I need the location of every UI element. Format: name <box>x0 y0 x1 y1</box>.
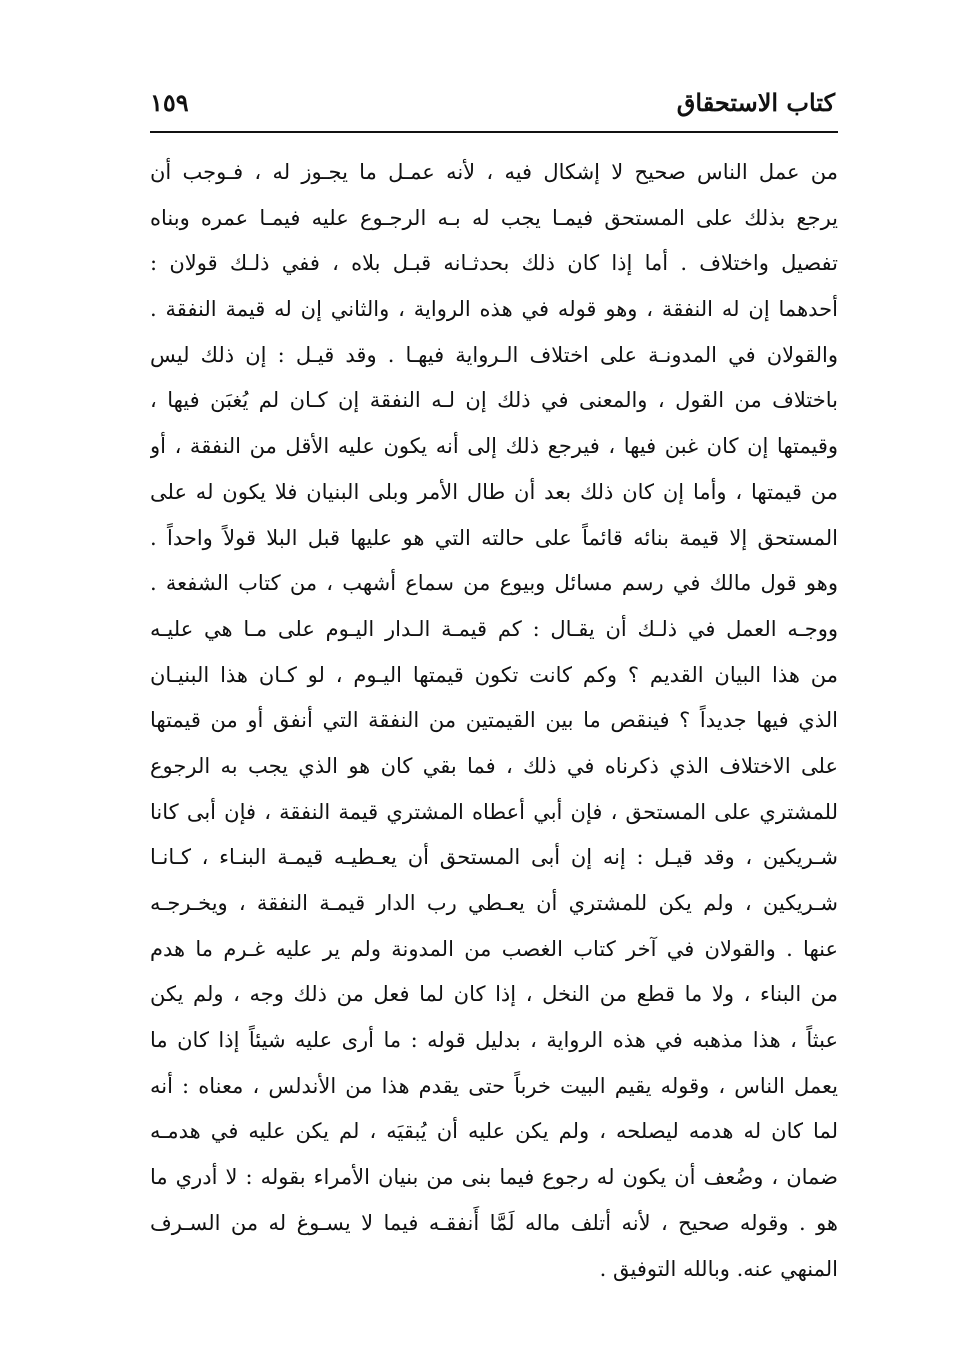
text-line: للمشتري على المستحق ، فإن أبي أعطاه المشتري قيمة النفقة ، فإن أبى كانا <box>150 799 838 824</box>
text-line: شـريكين ، ولم يكن للمشتري أن يعـطي رب الدار قيمـة النفقة ، ويخـرجـه <box>150 891 838 915</box>
text-line: المنهي عنه. وبالله التوفيق . <box>599 1256 838 1281</box>
text-line: ووجـه العمل في ذلـك أن يقـال : كم قيمـة الـدار اليـوم على مـا هي عليـه <box>150 616 838 641</box>
text-line: وهو قول مالك في رسم مسائل وبيوع من سماع أشهب ، من كتاب الشفعة . <box>150 571 838 596</box>
text-line: لما كان له هدمه ليصلحه ، ولم يكن عليه أن يُبقيَه ، لم يكن عليه في هدمـه <box>150 1119 838 1144</box>
text-line: من عمل الناس صحيح لا إشكال فيه ، لأنه عمـل ما يجـوز له ، فـوجب أن <box>150 160 838 184</box>
text-line: تفصيل واختلاف . أما إذا كان ذلك بحدثـانه قبـل بلاه ، ففي ذلـك قولان : <box>150 251 838 276</box>
header-divider <box>150 131 838 133</box>
text-line: يرجع بذلك على المستحق فيمـا يجب له بـه الرجـوع عليه فيمـا عمره وبناه <box>150 205 838 230</box>
body-text <box>150 150 838 1292</box>
text-line: عبثاً ، هذا مذهبه في هذه الرواية ، بدليل قوله : ما أرى عليه شيئاً إذا كان ما <box>150 1028 838 1053</box>
text-line: المستحق إلا قيمة بنائه قائماً على حالته التي هو عليها قبل البلا قولاً واحداً . <box>150 525 838 550</box>
text-line: والقولان في المدونـة على اختلاف الـرواية فيهـا . وقد قيـل : إن ذلك ليس <box>150 342 838 367</box>
text-line: باختلاف من القول ، والمعنى في ذلك إن لـه النفقة إن كـان لم يُغبَن فيها ، <box>150 388 838 413</box>
text-line: عنها . والقولان في آخر كتاب الغصب من المدونة ولم ير عليه غـرم ما هدم <box>150 936 838 961</box>
text-line: من قيمتها ، وأما إن كان ذلك بعد أن طال الأمر وبلى البنيان فلا يكون له على <box>150 479 838 504</box>
text-line: على الاختلاف الذي ذكرناه في ذلك ، فما بقي كان هو الذي يجب به الرجوع <box>150 753 838 778</box>
text-line: من هذا البيان القديم ؟ وكم كانت تكون قيمتها اليـوم ، لو كـان هذا البنيـان <box>150 662 838 687</box>
text-line: من البناء ، ولا ما قطع من النخل ، إذا كان لما فعل من ذلك وجه ، ولم يكن <box>150 982 838 1007</box>
running-title: كتاب الاستحقاق <box>676 88 835 117</box>
page-number: ١٥٩ <box>150 88 189 117</box>
text-line: وقيمتها إن كان غبن فيها ، فيرجع ذلك إلى أنه يكون عليه الأقل من النفقة ، أو <box>150 434 838 459</box>
text-line: يعمل الناس ، وقوله يقيم البيت خرباً حتى يقدم هذا من الأندلس ، معناه : أنه <box>150 1073 838 1098</box>
text-line: شـريكين ، وقد قيـل : إنه إن أبى المستحق أن يعـطيـه قيمـة البنـاء ، كـانـا <box>150 845 838 870</box>
text-line: ضمان ، وضُعف أن يكون له رجوع فيما بنى من بنيان الأمراء بقوله : لا أدري ما <box>150 1165 838 1190</box>
text-line: هو . وقوله صحيح ، لأنه أتلف ماله لَمَّا أَنفقـه فيما لا يسـوغ له من السـرف <box>150 1210 838 1235</box>
text-line: الذي فيها جديداً ؟ فينقص ما بين القيمتين من النفقة التي أنفق أو من قيمتها <box>150 708 838 733</box>
text-line: أحدهما إن له النفقة ، وهو قوله في هذه الرواية ، والثاني إن له قيمة النفقة . <box>150 297 838 322</box>
